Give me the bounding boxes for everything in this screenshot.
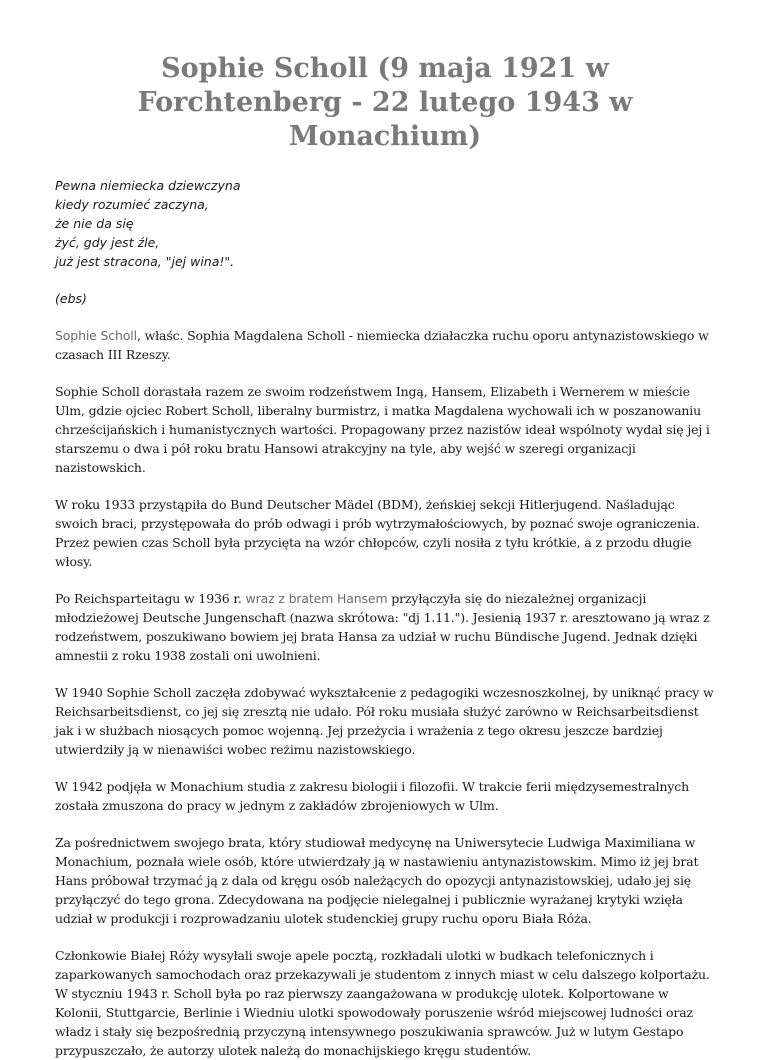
paragraph-text: przyłączyła się do niezależnej organizacji młodzieżowej Deutsche Jungenschaft (nazwa skrótowa: "dj 1.11."). Jesienią 1937 r. aresztowano ją wraz z rodzeństwem, poszukiwano bowiem jej brata Hansa za udział w ruchu Bündische Jugend. Jednak dzięki amnestii z roku 1938 zostali oni uwolnieni.: [55, 591, 710, 663]
paragraph-childhood: Sophie Scholl dorastała razem ze swoim rodzeństwem Ingą, Hansem, Elizabeth i Wernerem w mieście Ulm, gdzie ojciec Robert Scholl, liberalny burmistrz, i matka Magdalena wychowali ich w poszanowaniu chrześcijańskich i humanistycznych wartości. Propagowany przez nazistów ideał wspólnoty wydał się jej i starszemu o dwa i pół roku bratu Hansowi atrakcyjny na tyle, aby wejść w szeregi organizacji nazistowskich.: [55, 384, 710, 475]
paragraph-text: Po Reichsparteitagu w 1936 r.: [55, 591, 246, 606]
page-title: Sophie Scholl (9 maja 1921 w Forchtenberg - 22 lutego 1943 w Monachium): [137, 53, 633, 152]
paragraph-intro: [55, 326, 715, 364]
document-page: [55, 52, 715, 1060]
poem-line: już jest stracona, "jej wina!".: [55, 254, 235, 269]
paragraph-white-rose: Za pośrednictwem swojego brata, który studiował medycynę na Uniwersytecie Ludwiga Maximiliana w Monachium, poznała wiele osób, które utwierdzały ją w nastawieniu antynazistowskim. Mimo iż jej brat Hans próbował trzymać ją z dala od kręgu osób należących do opozycji antynazistowskiej, udało jej się przyłączyć do tego grona. Zdecydowana na podjęcie nielegalnej i publicznie wyrażanej krytyki wzięła udział w produkcji i rozprowadzaniu ulotek studenckiej grupy ruchu oporu Biała Róża.: [55, 835, 699, 926]
poem-line: kiedy rozumieć zaczyna,: [55, 197, 209, 212]
poem-line: żyć, gdy jest źle,: [55, 235, 160, 250]
paragraph-bdm: W roku 1933 przystąpiła do Bund Deutscher Mädel (BDM), żeńskiej sekcji Hitlerjugend. Naśladując swoich braci, przystępowała do prób odwagi i prób wytrzymałościowych, by poznać swoje ograniczenia. Przez pewien czas Scholl była przycięta na wzór chłopców, czyli nosiła z tyłu krótkie, a z przodu długie włosy.: [55, 497, 700, 569]
brother-hans-link[interactable]: wraz z bratem Hansem: [245, 591, 388, 606]
poem-line: Pewna niemiecka dziewczyna: [55, 178, 241, 193]
paragraph-1940: W 1940 Sophie Scholl zaczęła zdobywać wykształcenie z pedagogiki wczesnoszkolnej, by uniknąć pracy w Reichsarbeitsdienst, co jej się zresztą nie udało. Pół roku musiała służyć zarówno w Reichsarbeitsdienst jak i w służbach niosących pomoc wojenną. Jej przeżycia i wrażenia z tego okresu jeszcze bardziej utwierdziły ją w nienawiści wobec reżimu nazistowskiego.: [55, 685, 714, 757]
poem-signature: (ebs): [55, 291, 87, 306]
paragraph-1942: W 1942 podjęła w Monachium studia z zakresu biologii i filozofii. W trakcie ferii międzysemestralnych została zmuszona do pracy w jednym z zakładów zbrojeniowych w Ulm.: [55, 779, 690, 813]
poem: [55, 176, 715, 271]
paragraph-jungenschaft: [55, 589, 715, 665]
paragraph-text: , właśc. Sophia Magdalena Scholl - niemiecka działaczka ruchu oporu antynazistowskiego w czasach III Rzeszy.: [55, 328, 709, 362]
poem-line: że nie da się: [55, 216, 134, 231]
paragraph-leaflets: Członkowie Białej Róży wysyłali swoje apele pocztą, rozkładali ulotki w budkach telefonicznych i zaparkowanych samochodach oraz przekazywali je studentom z innych miast w celu dalszego kolportażu. W styczniu 1943 r. Scholl była po raz pierwszy zaangażowana w produkcję ulotek. Kolportowane w Kolonii, Stuttgarcie, Berlinie i Wiedniu ulotki spowodowały poruszenie wśród miejscowej ludności oraz władz i stały się bezpośrednią przyczyną intensywnego poszukiwania sprawców. Już w lutym Gestapo przypuszczało, że autorzy ulotek należą do monachijskiego kręgu studentów.: [55, 948, 710, 1058]
sophie-scholl-link[interactable]: Sophie Scholl: [55, 328, 137, 343]
